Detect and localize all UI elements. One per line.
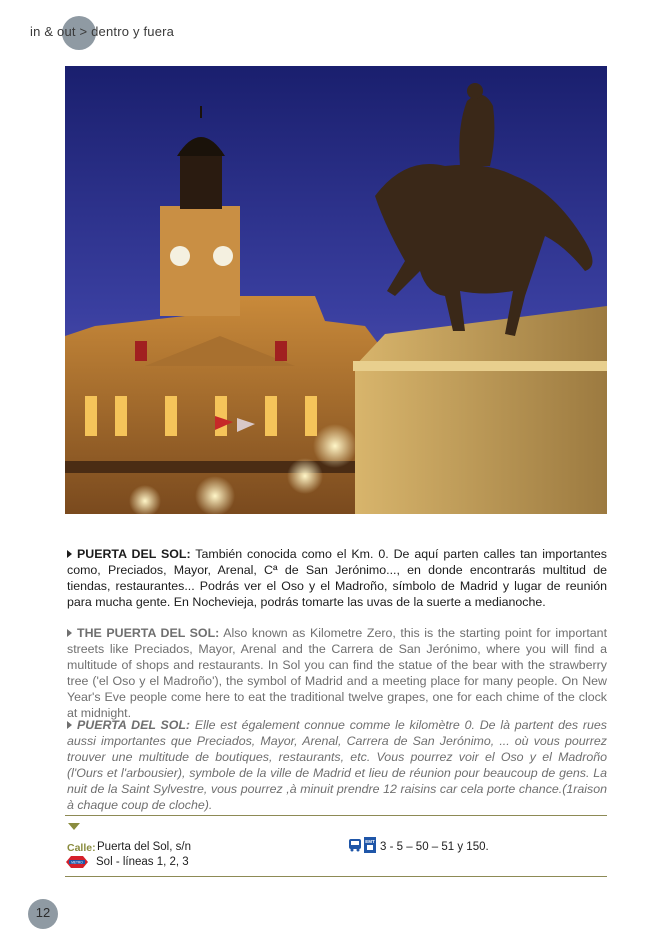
page-header xyxy=(0,14,650,50)
paragraph-lead: PUERTA DEL SOL: xyxy=(77,718,191,732)
emt-logo-text: EMT xyxy=(365,839,375,844)
bus-icon xyxy=(348,838,362,852)
paragraph-spanish xyxy=(67,546,607,610)
bullet-arrow-icon xyxy=(67,721,72,729)
info-divider-top xyxy=(65,815,607,816)
metro-logo-icon xyxy=(66,856,88,868)
paragraph-english xyxy=(67,625,607,721)
bullet-arrow-icon xyxy=(67,550,72,558)
metro-value: Sol - líneas 1, 2, 3 xyxy=(96,856,189,868)
breadcrumb: in & out > dentro y fuera xyxy=(30,24,175,39)
emt-logo-icon xyxy=(364,837,376,853)
info-divider-bottom xyxy=(65,876,607,877)
metro-logo-text: METRO xyxy=(71,860,83,865)
section-marker-icon xyxy=(68,823,80,830)
bus-lines-value: 3 - 5 – 50 – 51 y 150. xyxy=(380,841,489,853)
bullet-arrow-icon xyxy=(67,629,72,637)
calle-value: Puerta del Sol, s/n xyxy=(97,841,191,853)
paragraph-lead: PUERTA DEL SOL: xyxy=(77,547,191,561)
paragraph-body: Also known as Kilometre Zero, this is the starting point for important streets like Preciados, Mayor, Arenal and the Carrera de San Jerónimo, where you will find a multitude of shops and restaurants. In Sol you can find the statue of the bear with the strawberry tree ('el Oso y el Madroño'), the symbol of Madrid and a meeting place for many people. On New Year's Eve people come here to eat the traditional twelve grapes, one for each chime of the clock at midnight. xyxy=(67,626,608,720)
paragraph-french xyxy=(67,717,607,813)
puerta-del-sol-photo xyxy=(65,66,607,514)
paragraph-body: También conocida como el Km. 0. De aquí parten calles tan importantes como, Preciados, Mayor, Arenal, Cª de San Jerónimo..., en donde encontrarás multitud de tiendas, restaurantes... Podrás ver el Oso y el Madroño, símbolo de Madrid y lugar de reunión para mucha gente. En Nochevieja, podrás tomarte las uvas de la suerte a medianoche. xyxy=(67,547,607,609)
paragraph-lead: THE PUERTA DEL SOL: xyxy=(77,626,220,640)
page-number: 12 xyxy=(35,905,51,920)
paragraph-body: Elle est également connue comme le kilomètre 0. De là partent des rues aussi importantes que Preciados, Mayor, Arenal, Carrera de San Jerónimo, ... où vous pourrez trouver une multitude de boutiques, restaurants, etc. Vous pourrez voir el Oso y el Madroño (l'Ours et l'arbousier), symbole de la ville de Madrid et lieu de réunion pour beaucoup de gens. La nuit de la Saint Sylvestre, vous pourrez ,à minuit prendre 12 raisins car cela porte chance.(1raison à chaque coup de cloche). xyxy=(67,718,607,812)
calle-label: Calle: xyxy=(67,842,96,854)
